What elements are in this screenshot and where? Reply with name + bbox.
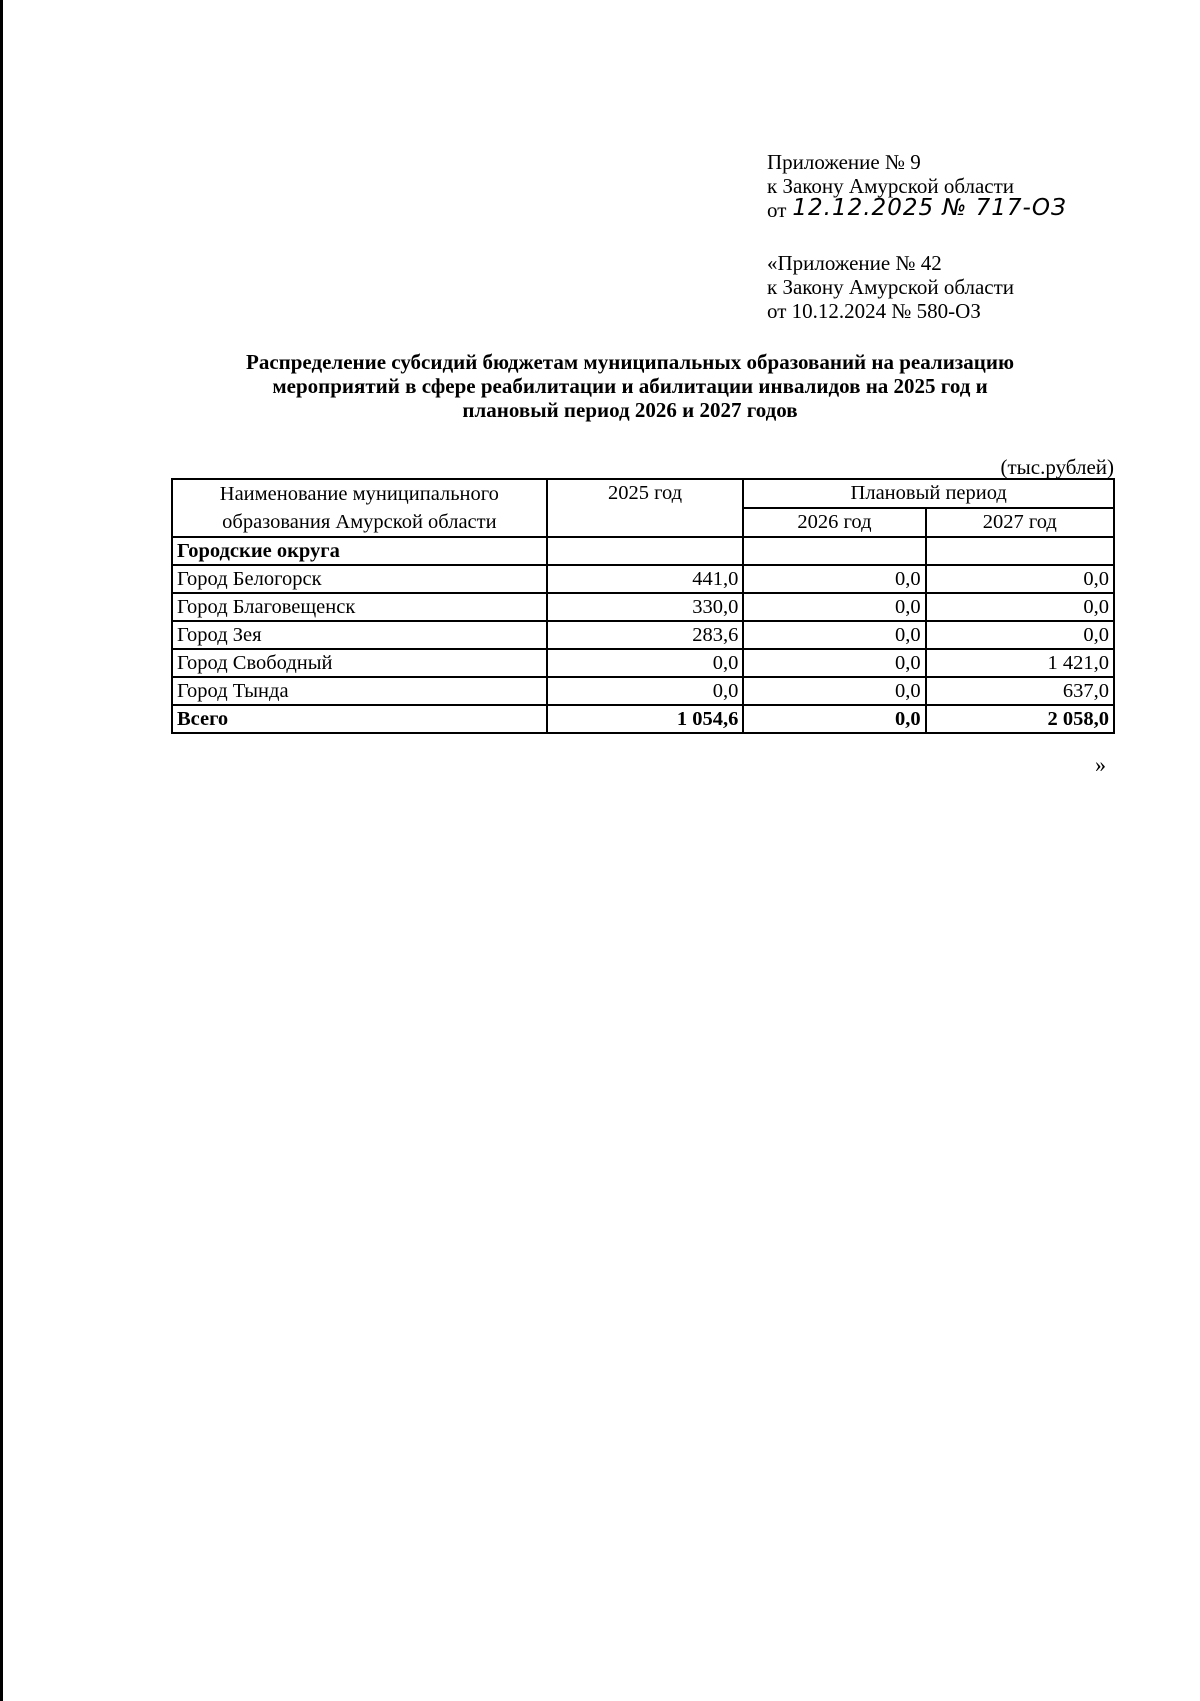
value-2025: 330,0 [547, 593, 744, 621]
value-2026: 0,0 [743, 593, 925, 621]
empty-cell [743, 537, 925, 565]
value-2026: 0,0 [743, 565, 925, 593]
annex-current-block [767, 150, 1067, 222]
header-2027: 2027 год [926, 508, 1114, 537]
value-2026: 0,0 [743, 621, 925, 649]
handwritten-date-number: 12.12.2025 № 717-ОЗ [792, 195, 1067, 221]
scan-edge [0, 0, 3, 1701]
municipality-name: Город Тында [172, 677, 547, 705]
table-row [172, 565, 1114, 593]
closing-quote: » [1095, 752, 1106, 777]
total-2025: 1 054,6 [547, 705, 744, 733]
annex-previous-title: «Приложение № 42 [767, 251, 942, 275]
title-line-3: плановый период 2026 и 2027 годов [462, 398, 798, 422]
table-row [172, 677, 1114, 705]
annex-current-law: к Закону Амурской области [767, 174, 1015, 198]
total-row [172, 705, 1114, 733]
value-2027: 637,0 [926, 677, 1114, 705]
header-planned-period: Плановый период [743, 479, 1114, 508]
municipality-name: Город Белогорск [172, 565, 547, 593]
value-2027: 1 421,0 [926, 649, 1114, 677]
document-title [170, 350, 1090, 422]
unit-label: (тыс.рублей) [1000, 455, 1114, 479]
value-2025: 441,0 [547, 565, 744, 593]
title-line-1: Распределение субсидий бюджетам муниципальных образований на реализацию [246, 350, 1014, 374]
header-2026: 2026 год [743, 508, 925, 537]
value-2026: 0,0 [743, 677, 925, 705]
value-2027: 0,0 [926, 593, 1114, 621]
section-row [172, 537, 1114, 565]
value-2026: 0,0 [743, 649, 925, 677]
municipality-name: Город Свободный [172, 649, 547, 677]
municipality-name: Город Благовещенск [172, 593, 547, 621]
annex-previous-block [767, 251, 1014, 323]
value-2025: 0,0 [547, 677, 744, 705]
municipality-name: Город Зея [172, 621, 547, 649]
table-row [172, 593, 1114, 621]
total-2027: 2 058,0 [926, 705, 1114, 733]
annex-previous-law: к Закону Амурской области [767, 275, 1015, 299]
value-2025: 0,0 [547, 649, 744, 677]
annex-current-date-line [767, 195, 1067, 222]
section-label: Городские округа [172, 537, 547, 565]
empty-cell [926, 537, 1114, 565]
value-2025: 283,6 [547, 621, 744, 649]
total-2026: 0,0 [743, 705, 925, 733]
empty-cell [547, 537, 744, 565]
subsidy-table [171, 478, 1115, 734]
title-line-2: мероприятий в сфере реабилитации и абилитации инвалидов на 2025 год и [272, 374, 988, 398]
header-name: Наименование муниципального образования Амурской области [172, 479, 547, 537]
table-row [172, 649, 1114, 677]
annex-current-title: Приложение № 9 [767, 150, 921, 174]
header-2025: 2025 год [547, 479, 744, 537]
value-2027: 0,0 [926, 621, 1114, 649]
value-2027: 0,0 [926, 565, 1114, 593]
table-row [172, 621, 1114, 649]
annex-current-date-prefix: от [767, 198, 787, 222]
table-header-row-1 [172, 479, 1114, 508]
annex-previous-date: от 10.12.2024 № 580-ОЗ [767, 299, 981, 323]
total-label: Всего [172, 705, 547, 733]
